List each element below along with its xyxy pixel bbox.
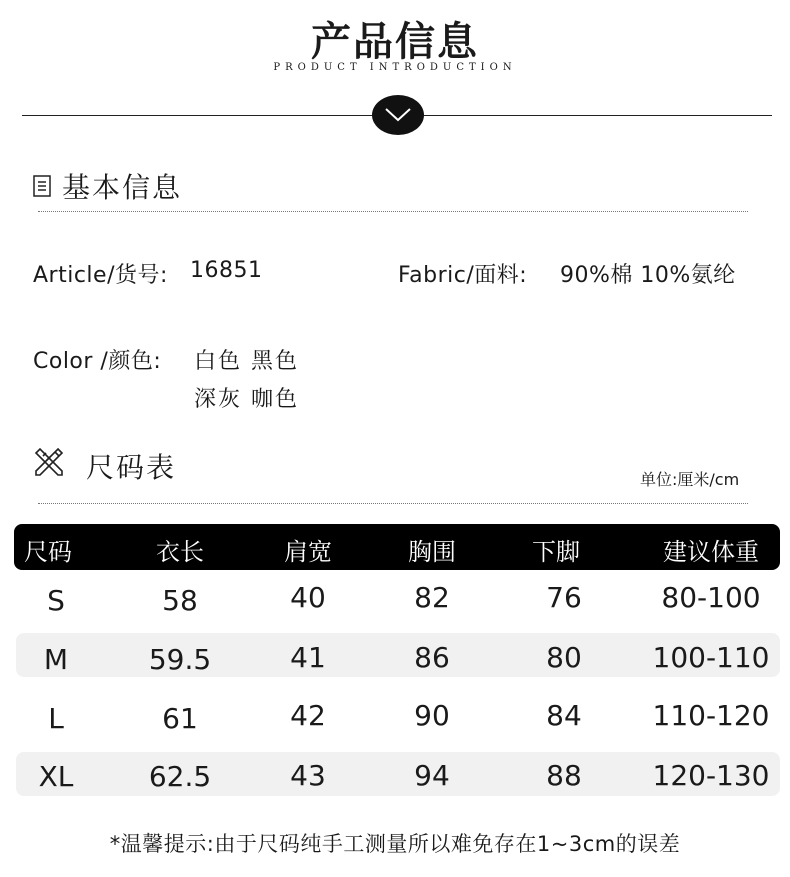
cell-size: M [43,643,69,676]
cell-size: L [48,702,64,735]
cell-length: 62.5 [148,760,212,793]
cell-hem: 84 [546,699,582,732]
cell-shoulder: 42 [290,699,326,732]
cell-length: 61 [162,702,198,735]
cell-shoulder: 40 [290,581,326,614]
table-row [14,756,780,800]
cell-weight: 100-110 [652,641,770,674]
cell-chest: 90 [414,699,450,732]
column-header: 肩宽 [284,538,332,566]
table-row [14,638,780,682]
color-values-line2: 深灰 咖色 [194,387,299,412]
cell-weight: 120-130 [652,759,770,792]
color-values-line1: 白色 黑色 [194,349,299,374]
measurement-note: *温馨提示:由于尺码纯手工测量所以难免存在1~3cm的误差 [109,832,681,856]
cell-chest: 86 [414,641,450,674]
cell-hem: 88 [546,759,582,792]
column-header: 尺码 [24,538,72,566]
cell-weight: 80-100 [661,581,761,614]
article-label: Article/货号: [33,263,168,288]
table-row [14,697,780,741]
cell-weight: 110-120 [652,699,770,732]
cell-length: 59.5 [148,643,212,676]
divider-badge [372,95,424,135]
cell-shoulder: 41 [290,641,326,674]
cell-chest: 94 [414,759,450,792]
fabric-label: Fabric/面料: [398,263,528,288]
fabric-value: 90%棉 10%氨纶 [560,263,736,288]
dotted-separator [38,503,748,504]
cell-size: S [47,584,65,617]
unit-label: 单位:厘米/cm [640,470,740,489]
cell-size: XL [38,760,74,793]
page-subtitle: PRODUCT INTRODUCTION [273,62,517,73]
column-header: 建议体重 [663,538,759,566]
dotted-separator [38,211,748,212]
cell-chest: 82 [414,581,450,614]
ruler-pencil-icon [33,446,65,478]
cell-hem: 80 [546,641,582,674]
article-value: 16851 [190,258,263,283]
cell-length: 58 [162,584,198,617]
page-title: 产品信息 [311,19,479,65]
table-row [14,578,780,622]
column-header: 衣长 [156,538,204,566]
size-chart-heading: 尺码表 [86,451,177,484]
color-label: Color /颜色: [33,349,162,374]
chevron-down-icon [384,107,412,123]
document-icon [33,175,51,197]
basic-info-heading: 基本信息 [62,171,183,204]
cell-hem: 76 [546,581,582,614]
column-header: 胸围 [408,538,456,566]
column-header: 下脚 [532,538,580,566]
size-table-header [14,524,780,570]
cell-shoulder: 43 [290,759,326,792]
